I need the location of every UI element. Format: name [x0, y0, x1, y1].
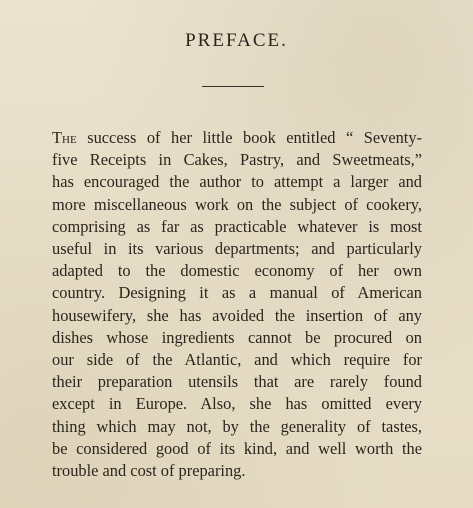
- lead-word: The: [52, 128, 77, 147]
- text-line: except in Europe. Also, she has omitted every: [52, 394, 422, 414]
- text-line: useful in its various departments; and particularly: [52, 239, 422, 259]
- text-line: The success of her little book entitled “ Seventy-: [52, 128, 422, 147]
- text-line: our side of the Atlantic, and which require for: [52, 350, 422, 370]
- page-heading: PREFACE.: [185, 30, 288, 51]
- text-line: five Receipts in Cakes, Pastry, and Sweetmeats,”: [52, 150, 422, 170]
- preface-paragraph: [52, 127, 422, 482]
- text-line: more miscellaneous work on the subject of cookery,: [52, 194, 422, 214]
- text-line: trouble and cost of preparing.: [52, 461, 246, 481]
- text-line: housewifery, she has avoided the insertion of any: [52, 305, 422, 325]
- text-line: be considered good of its kind, and well worth the: [52, 438, 422, 458]
- text-line: dishes whose ingredients cannot be procured on: [52, 327, 422, 347]
- text-line: country. Designing it as a manual of American: [52, 283, 422, 303]
- text-line: adapted to the domestic economy of her own: [52, 261, 422, 281]
- text-line: thing which may not, by the generality of tastes,: [52, 416, 422, 436]
- text-line: has encouraged the author to attempt a larger and: [52, 172, 422, 192]
- text-line: their preparation utensils that are rarely found: [52, 372, 422, 392]
- text-line: comprising as far as practicable whatever is most: [52, 216, 422, 236]
- heading-rule: [202, 86, 264, 87]
